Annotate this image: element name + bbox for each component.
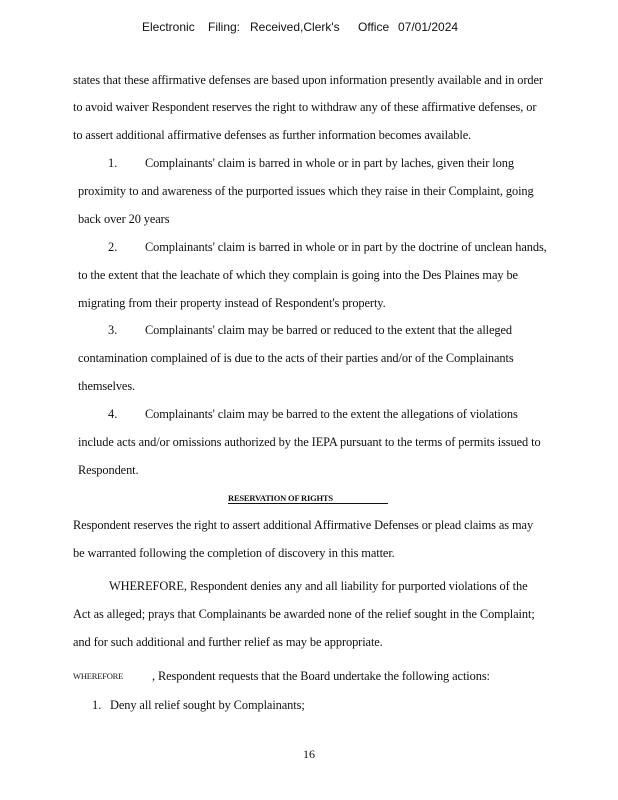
defense-2-line-1: Complainants' claim is barred in whole or in part by the doctrine of unclean hands,	[145, 240, 547, 254]
defense-2-line-2: to the extent that the leachate of which they complain is going into the Des Plaines may be	[78, 268, 518, 282]
defense-3-line-1: Complainants' claim may be barred or reduced to the extent that the alleged	[145, 323, 513, 337]
defense-3-line-3: themselves.	[78, 379, 136, 393]
wherefore-line-2: Act as alleged; prays that Complainants be awarded none of the relief sought in the Complaint;	[73, 607, 535, 621]
request-item-1-text: Deny all relief sought by Complainants;	[110, 698, 305, 712]
filing-stamp-header	[0, 20, 618, 38]
header-office: Office	[358, 20, 390, 34]
header-filing: Filing:	[208, 20, 241, 34]
defense-2-number: 2.	[108, 240, 118, 254]
header-date: 07/01/2024	[398, 20, 459, 34]
defense-3-number: 3.	[108, 323, 118, 337]
reservation-heading-underline	[228, 503, 388, 504]
defense-3-line-2: contamination complained of is due to the acts of their parties and/or of the Complainants	[78, 351, 514, 365]
intro-line-1: states that these affirmative defenses are based upon information presently available and in order	[73, 73, 543, 87]
wherefore-line-3: and for such additional and further relief as may be appropriate.	[73, 635, 383, 649]
defense-1-line-2: proximity to and awareness of the purported issues which they raise in their Complaint, going	[78, 184, 534, 198]
defense-4-line-2: include acts and/or omissions authorized by the IEPA pursuant to the terms of permits issued to	[78, 435, 541, 449]
intro-line-2: to avoid waiver Respondent reserves the right to withdraw any of these affirmative defenses, or	[73, 100, 537, 114]
intro-line-3: to assert additional affirmative defenses as further information becomes available.	[73, 128, 472, 142]
defense-2-line-3: migrating from their property instead of Respondent's property.	[78, 296, 386, 310]
reservation-heading: RESERVATION OF RIGHTS	[228, 493, 333, 503]
page-number: 16	[303, 747, 315, 761]
defense-1-number: 1.	[108, 156, 118, 170]
reservation-line-2: be warranted following the completion of discovery in this matter.	[73, 546, 395, 560]
defense-4-line-3: Respondent.	[78, 463, 139, 477]
defense-4-number: 4.	[108, 407, 118, 421]
header-received: Received,Clerk's	[250, 20, 340, 34]
request-item-1-number: 1.	[92, 698, 102, 712]
request-text: , Respondent requests that the Board undertake the following actions:	[152, 669, 490, 683]
defense-4-line-1: Complainants' claim may be barred to the extent the allegations of violations	[145, 407, 518, 421]
defense-1-line-3: back over 20 years	[78, 212, 170, 226]
header-electronic: Electronic	[142, 20, 195, 34]
reservation-line-1: Respondent reserves the right to assert additional Affirmative Defenses or plead claims as may	[73, 518, 534, 532]
wherefore-line-1: WHEREFORE, Respondent denies any and all liability for purported violations of the	[109, 579, 528, 593]
defense-1-line-1: Complainants' claim is barred in whole or in part by laches, given their long	[145, 156, 514, 170]
request-label: WHEREFORE	[73, 671, 124, 681]
